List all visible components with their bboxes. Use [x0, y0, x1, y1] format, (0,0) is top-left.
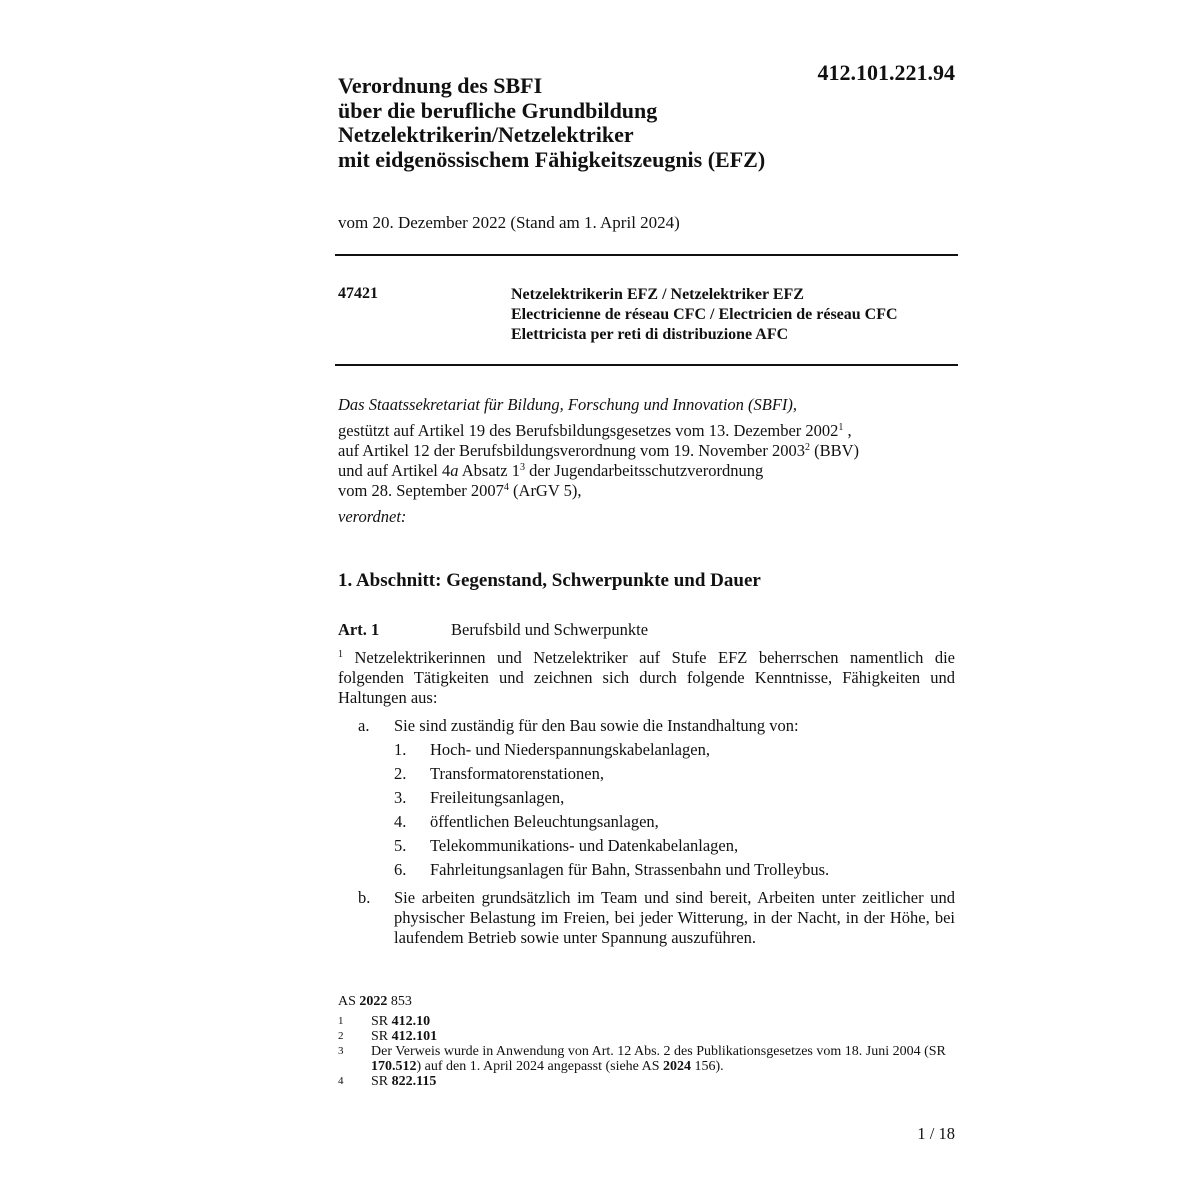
subitem-text: Telekommunikations- und Datenkabelanlagen,	[430, 836, 739, 855]
issuer: Das Staatssekretariat für Bildung, Forschung und Innovation (SBFI),	[338, 395, 798, 414]
profession-name-it: Elettricista per reti di distribuzione AFC	[511, 326, 789, 343]
paragraph-number: 1	[338, 649, 343, 660]
preamble	[338, 395, 958, 527]
list-item-text: Sie arbeiten grundsätzlich im Team und sind bereit, Arbeiten unter zeitlicher und physischer Belastung im Freien, bei jeder Witterung, in der Nacht, in der Höhe, bei laufendem Betrieb sowie unter Spannung auszuführen.	[394, 888, 955, 947]
article-body	[338, 648, 955, 948]
section-title: 1. Abschnitt: Gegenstand, Schwerpunkte und Dauer	[338, 570, 761, 591]
legal-basis-text: auf Artikel 12 der Berufsbildungsverordnung vom 19. November 2003	[338, 441, 805, 460]
profession-name-fr: Electricienne de réseau CFC / Electricien de réseau CFC	[511, 306, 898, 323]
footnote-sr-link[interactable]: 822.115	[391, 1074, 437, 1089]
footnote-ref-1[interactable]: 1	[838, 422, 844, 433]
subitem	[394, 836, 955, 856]
legal-basis-line	[338, 481, 958, 501]
legal-basis-text: der Jugendarbeitsschutzverordnung	[524, 461, 764, 480]
list-item-b	[338, 888, 955, 948]
ordinance-title	[338, 74, 858, 172]
subitem-number: 2.	[394, 764, 407, 783]
sr-number: 412.101.221.94	[817, 60, 955, 85]
subitem-number: 4.	[394, 812, 407, 831]
footnote-ref-2[interactable]: 2	[804, 442, 810, 453]
footnote-as-year: 2024	[663, 1059, 692, 1074]
legal-basis-line	[338, 421, 958, 441]
footnote-text	[371, 1074, 958, 1089]
footnote-number: 1	[338, 1015, 344, 1027]
footnote-sr-link[interactable]: 412.10	[391, 1014, 431, 1029]
footnote-prefix: SR	[371, 1074, 392, 1089]
as-prefix: AS	[338, 994, 360, 1009]
as-year: 2022	[359, 994, 388, 1009]
footnote-number: 3	[338, 1045, 344, 1057]
subitem-text: Transformatorenstationen,	[430, 764, 604, 783]
profession-names	[511, 285, 898, 345]
list-letter: b.	[358, 888, 371, 907]
paragraph-text: Netzelektrikerinnen und Netzelektriker auf Stufe EFZ beherrschen namentlich die folgenden Tätigkeiten und zeichnen sich durch folgende Kenntnisse, Fähigkeiten und Haltungen aus:	[338, 648, 955, 707]
legal-basis-text: (ArGV 5),	[508, 481, 582, 500]
footnote-text	[371, 1044, 958, 1074]
footnote-text	[371, 1014, 958, 1029]
legal-basis-text: ,	[843, 421, 852, 440]
profession-name-de: Netzelektrikerin EFZ / Netzelektriker EFZ	[511, 286, 804, 303]
legal-basis-text: gestützt auf Artikel 19 des Berufsbildungsgesetzes vom 13. Dezember 2002	[338, 421, 839, 440]
footnote-prefix: SR	[371, 1014, 392, 1029]
ordered-word: verordnet:	[338, 507, 407, 526]
page-number: 1 / 18	[917, 1124, 955, 1143]
official-compilation-ref	[338, 994, 958, 1009]
legal-basis-text: (BBV)	[809, 441, 860, 460]
footnotes	[338, 994, 958, 1089]
legal-basis-line	[338, 461, 958, 481]
top-divider	[335, 254, 958, 256]
subitem-text: Freileitungsanlagen,	[430, 788, 565, 807]
legal-basis-text: vom 28. September 2007	[338, 481, 504, 500]
footnote-text	[371, 1029, 958, 1044]
footnote-prefix: SR	[371, 1029, 392, 1044]
footnote-sr-link[interactable]: 412.101	[391, 1029, 438, 1044]
subitem-number: 6.	[394, 860, 407, 879]
legal-basis-text: a	[450, 461, 459, 480]
subitem	[394, 788, 955, 808]
footnote-1	[338, 1014, 958, 1029]
subitem-text: Hoch- und Niederspannungskabelanlagen,	[430, 740, 710, 759]
footnote-ref-4[interactable]: 4	[503, 482, 509, 493]
title-line: mit eidgenössischem Fähigkeitszeugnis (EFZ)	[338, 146, 766, 172]
legal-basis-line	[338, 441, 958, 461]
profession-code: 47421	[338, 285, 378, 302]
article-heading	[338, 620, 648, 640]
as-page: 853	[387, 994, 412, 1009]
article-title: Berufsbild und Schwerpunkte	[451, 620, 649, 639]
list-letter: a.	[358, 716, 370, 735]
footnote-3	[338, 1044, 958, 1074]
footnote-fragment: 156).	[691, 1059, 724, 1074]
list-item-a	[338, 716, 955, 880]
footnote-number: 4	[338, 1075, 344, 1087]
footnote-fragment: Der Verweis wurde in Anwendung von Art. 12 Abs. 2 des Publikationsgesetzes vom 18. Juni 2004 (SR	[371, 1044, 946, 1059]
title-line: über die berufliche Grundbildung	[338, 97, 658, 123]
subitem-number: 5.	[394, 836, 407, 855]
title-line: Netzelektrikerin/Netzelektriker	[338, 122, 634, 147]
footnote-number: 2	[338, 1030, 344, 1042]
subitem-text: Fahrleitungsanlagen für Bahn, Strassenbahn und Trolleybus.	[430, 860, 830, 879]
bottom-divider	[335, 364, 958, 366]
legal-basis-text: Absatz 1	[458, 461, 520, 480]
footnote-2	[338, 1029, 958, 1044]
article-label: Art. 1	[338, 620, 380, 639]
list-item-text: Sie sind zuständig für den Bau sowie die Instandhaltung von:	[394, 716, 799, 735]
subitem	[394, 812, 955, 832]
date-line: vom 20. Dezember 2022 (Stand am 1. April 2024)	[338, 213, 680, 232]
subitem-text: öffentlichen Beleuchtungsanlagen,	[430, 812, 659, 831]
legal-basis-text: und auf Artikel 4	[338, 461, 451, 480]
subitem-number: 3.	[394, 788, 407, 807]
footnote-fragment: ) auf den 1. April 2024 angepasst (siehe AS	[416, 1059, 664, 1074]
subitem	[394, 764, 955, 784]
subitem-number: 1.	[394, 740, 407, 759]
subitem	[394, 860, 955, 880]
subitem	[394, 740, 955, 760]
paragraph-1	[338, 648, 955, 708]
footnote-4	[338, 1074, 958, 1089]
footnote-sr-link[interactable]: 170.512	[371, 1059, 417, 1074]
list-item-content	[394, 716, 955, 880]
title-line: Verordnung des SBFI	[338, 73, 543, 98]
footnote-ref-3[interactable]: 3	[519, 462, 525, 473]
